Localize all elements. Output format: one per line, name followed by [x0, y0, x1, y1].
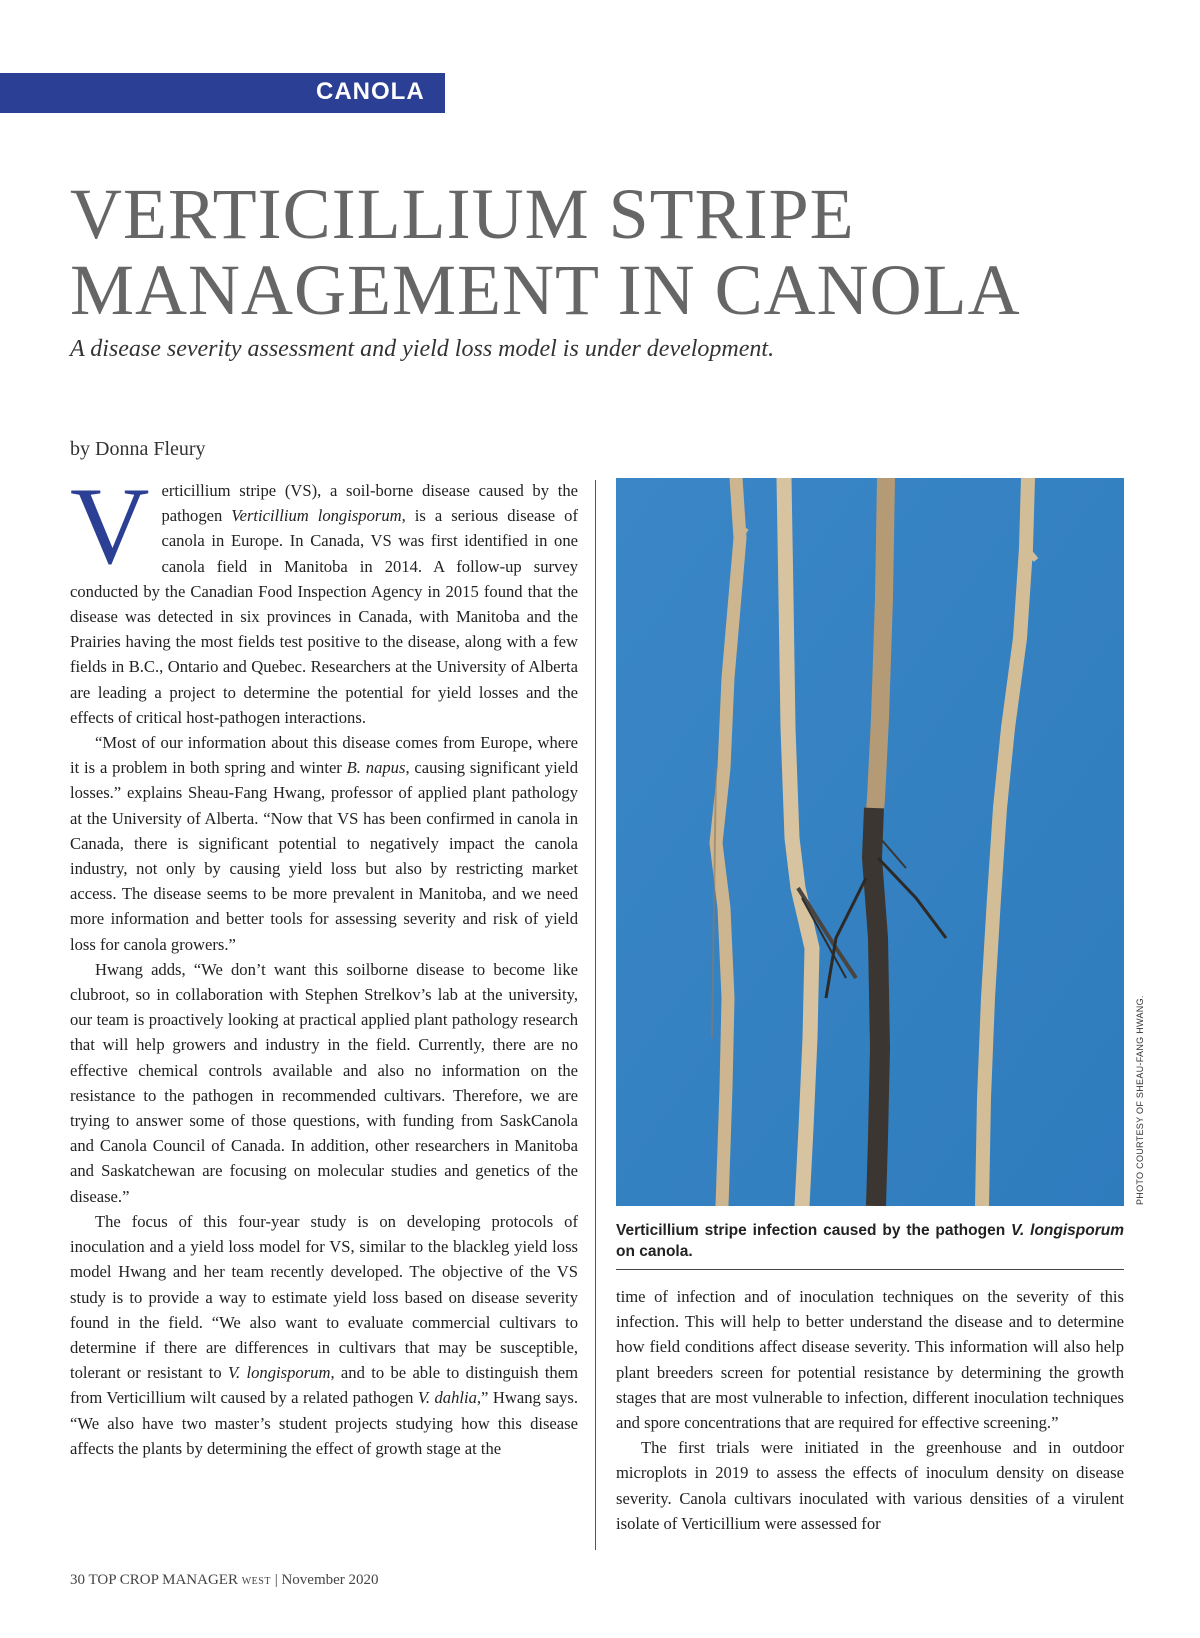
- section-label: CANOLA: [316, 78, 425, 105]
- photo-credit: PHOTO COURTESY OF SHEAU-FANG HWANG.: [1135, 995, 1145, 1205]
- magazine-edition: WEST: [241, 1576, 271, 1587]
- left-column: [70, 465, 579, 1461]
- caption-rule: [616, 1269, 1124, 1270]
- caption-text: on canola.: [616, 1243, 693, 1260]
- column-divider: [595, 480, 596, 1550]
- page-footer: [70, 1572, 379, 1589]
- text-run: erticillium stripe (VS), a soil-borne disease caused by the pathogen: [161, 481, 578, 526]
- title-line-2: MANAGEMENT IN CANOLA: [70, 250, 1021, 330]
- text-run: The focus of this four-year study is on developing protocols of inoculation and a yield loss model for VS, similar to the blackleg yield loss model Hwang and her team recently developed. The objective of the VS study is to provide a way to estimate yield loss based on disease severity found in the field. “We also want to evaluate commercial cultivars to determine if there are differences in cultivars that may be susceptible, tolerant or resistant to: [70, 1211, 578, 1383]
- page-number: 30: [70, 1572, 85, 1588]
- footer-separator: |: [274, 1572, 278, 1588]
- title-line-1: VERTICILLIUM STRIPE: [70, 174, 855, 254]
- caption-species: V. longisporum: [1011, 1222, 1124, 1239]
- paragraph-1: [70, 465, 579, 730]
- species-name: V. longisporum: [228, 1363, 331, 1383]
- paragraph-3: Hwang adds, “We don’t want this soilborne disease to become like clubroot, so in collaboration with Stephen Strelkov’s lab at the university, our team is proactively looking at practical applied plant pathology research that will help growers and industry in the field. Currently, there are no effective chemical controls available and also no information on the resistance to the pathogen in recommended cultivars. Therefore, we are trying to answer some of those questions, with funding from SaskCanola and Canola Council of Canada. In addition, other researchers in Manitoba and Saskatchewan are focusing on molecular studies and genetics of the disease.”: [70, 959, 578, 1206]
- magazine-name: TOP CROP MANAGER: [88, 1572, 238, 1588]
- article-subtitle: A disease severity assessment and yield loss model is under development.: [70, 336, 775, 362]
- issue-date: November 2020: [281, 1572, 379, 1588]
- byline: by Donna Fleury: [70, 438, 206, 460]
- text-run: “Most of our information about this disease comes from Europe, where it is a problem in both spring and winter: [70, 733, 578, 778]
- species-name: V. dahlia: [417, 1388, 477, 1408]
- text-run: , and to be able to distinguish them from Verticillium wilt caused by a related pathogen: [70, 1363, 579, 1408]
- text-run: , causing significant yield losses.” explains Sheau-Fang Hwang, professor of applied plant pathology at the University of Alberta. “Now that VS has been confirmed in canola in Canada, there is significant potential to negatively impact the canola industry, not only by causing yield loss but also by restricting market access. The disease seems to be more prevalent in Manitoba, and we need more information and better tools for assessing severity and risk of yield loss for canola growers.”: [70, 758, 578, 954]
- species-name: Verticillium longisporum: [231, 506, 402, 526]
- paragraph-4: [70, 1209, 578, 1461]
- paragraph-5: time of infection and of inoculation techniques on the severity of this infection. This will help to better understand the disease and to determine how field conditions affect disease severity. This information will also help plant breeders screen for potential resistance by determining the growth stages that are most vulnerable to infection, different inoculation techniques and spore concentrations that are required for effective screening.”: [616, 1287, 1124, 1433]
- drop-cap: V: [70, 465, 150, 587]
- caption-text: Verticillium stripe infection caused by the pathogen: [616, 1222, 1012, 1239]
- photo-caption: [616, 1220, 1124, 1262]
- right-column: [616, 1284, 1124, 1536]
- paragraph-6: The first trials were initiated in the greenhouse and in outdoor microplots in 2019 to assess the effects of inoculum density on disease severity. Canola cultivars inoculated with various densities of a virulent isolate of Verticillium were assessed for: [616, 1438, 1124, 1533]
- paragraph-2: [70, 730, 578, 957]
- text-run: , is a serious disease of canola in Europe. In Canada, VS was first identified in one canola field in Manitoba in 2014. A follow-up survey conducted by the Canadian Food Inspection Agency in 2015 found that the disease was detected in six provinces in Canada, with Manitoba and the Prairies having the most fields test positive to the disease, along with a few fields in B.C., Ontario and Quebec. Researchers at the University of Alberta are leading a project to determine the potential for yield losses and the effects of critical host-pathogen interactions.: [70, 506, 579, 727]
- species-name: B. napus: [346, 758, 406, 778]
- canola-stems-photo: [616, 478, 1124, 1206]
- text-run: ,” Hwang says. “We also have two master’s student projects studying how this disease affects the plants by determining the effect of growth stage at the: [70, 1388, 579, 1458]
- stems-illustration: [616, 478, 1124, 1206]
- article-title: [70, 176, 1150, 328]
